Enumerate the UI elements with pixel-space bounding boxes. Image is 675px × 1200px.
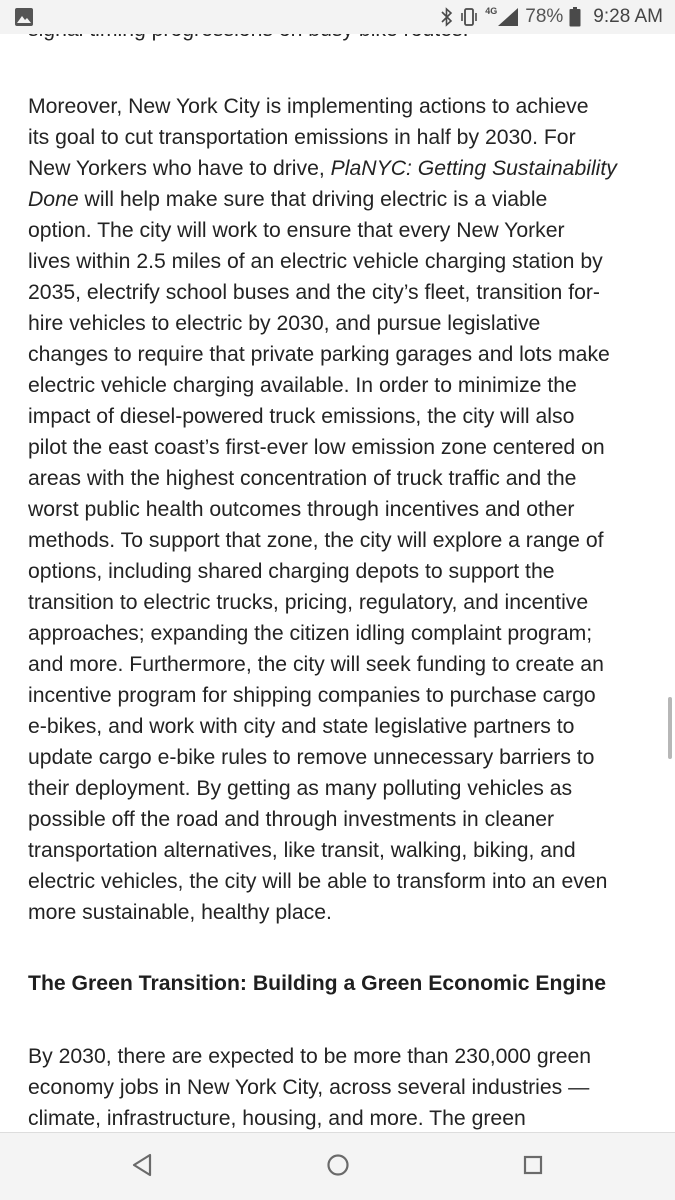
status-icons [441, 0, 663, 34]
paragraph-line: approaches; expanding the citizen idling complaint program; [28, 622, 593, 645]
paragraph-line: and more. Furthermore, the city will seek funding to create an [28, 653, 604, 676]
paragraph-line: update cargo e-bike rules to remove unnecessary barriers to [28, 746, 595, 769]
paragraph-line: transportation alternatives, like transit, walking, biking, and [28, 839, 576, 862]
paragraph-line: hire vehicles to electric by 2030, and pursue legislative [28, 312, 541, 335]
paragraph-line: pilot the east coast’s first-ever low emission zone centered on [28, 436, 605, 459]
status-bar [0, 0, 675, 34]
paragraph-line: impact of diesel-powered truck emissions, the city will also [28, 405, 575, 428]
network-signal-icon [485, 6, 519, 28]
battery-icon [569, 7, 581, 27]
article-paragraph-emissions [28, 91, 650, 928]
paragraph-line: option. The city will work to ensure that every New Yorker [28, 219, 565, 242]
paragraph-line: 2035, electrify school buses and the city’s fleet, transition for- [28, 281, 600, 304]
back-triangle-icon [131, 1153, 153, 1181]
paragraph-line: electric vehicles, the city will be able to transform into an even [28, 870, 608, 893]
paragraph-line: transition to electric trucks, pricing, regulatory, and incentive [28, 591, 589, 614]
plan-title-italic-end: Done [28, 188, 79, 211]
paragraph-line [28, 184, 650, 215]
paragraph-line: By 2030, there are expected to be more than 230,000 green [28, 1045, 592, 1068]
home-button[interactable] [316, 1145, 360, 1189]
paragraph-line: electric vehicle charging available. In order to minimize the [28, 374, 577, 397]
paragraph-line: economy jobs in New York City, across several industries — [28, 1076, 590, 1099]
plan-title-italic: PlaNYC: Getting Sustainability [330, 157, 617, 180]
article-paragraph-green-jobs [28, 1041, 650, 1132]
paragraph-line: options, including shared charging depots to support the [28, 560, 555, 583]
section-heading-green-transition: The Green Transition: Building a Green Economic Engine [28, 972, 607, 995]
recents-square-icon [522, 1154, 544, 1180]
paragraph-line: their deployment. By getting as many polluting vehicles as [28, 777, 573, 800]
scrollbar-thumb[interactable] [668, 697, 672, 759]
paragraph-line: worst public health outcomes through incentives and other [28, 498, 575, 521]
battery-percent: 78% [525, 6, 564, 27]
paragraph-line: Moreover, New York City is implementing actions to achieve [28, 95, 589, 118]
paragraph-line: e-bikes, and work with city and state legislative partners to [28, 715, 575, 738]
paragraph-line: methods. To support that zone, the city will explore a range of [28, 529, 604, 552]
status-clock: 9:28 AM [593, 6, 663, 27]
network-type-label: 4G [485, 6, 498, 16]
paragraph-line: climate, infrastructure, housing, and more. The green [28, 1107, 526, 1130]
paragraph-line: incentive program for shipping companies to purchase cargo [28, 684, 596, 707]
paragraph-line: areas with the highest concentration of truck traffic and the [28, 467, 577, 490]
system-nav-bar [0, 1132, 675, 1200]
image-notification-icon [14, 7, 34, 32]
home-circle-icon [326, 1153, 350, 1181]
paragraph-line: lives within 2.5 miles of an electric vehicle charging station by [28, 250, 603, 273]
paragraph-text: will help make sure that driving electric is a viable [78, 188, 548, 211]
recents-button[interactable] [511, 1145, 555, 1189]
paragraph-line: more sustainable, healthy place. [28, 901, 332, 924]
paragraph-line: possible off the road and through investments in cleaner [28, 808, 555, 831]
paragraph-line: changes to require that private parking garages and lots make [28, 343, 610, 366]
paragraph-line [28, 153, 650, 184]
paragraph-text: New Yorkers who have to drive, [28, 157, 331, 180]
back-button[interactable] [120, 1145, 164, 1189]
vibrate-icon [459, 7, 479, 27]
bluetooth-icon [441, 7, 453, 27]
paragraph-line: its goal to cut transportation emissions in half by 2030. For [28, 126, 576, 149]
